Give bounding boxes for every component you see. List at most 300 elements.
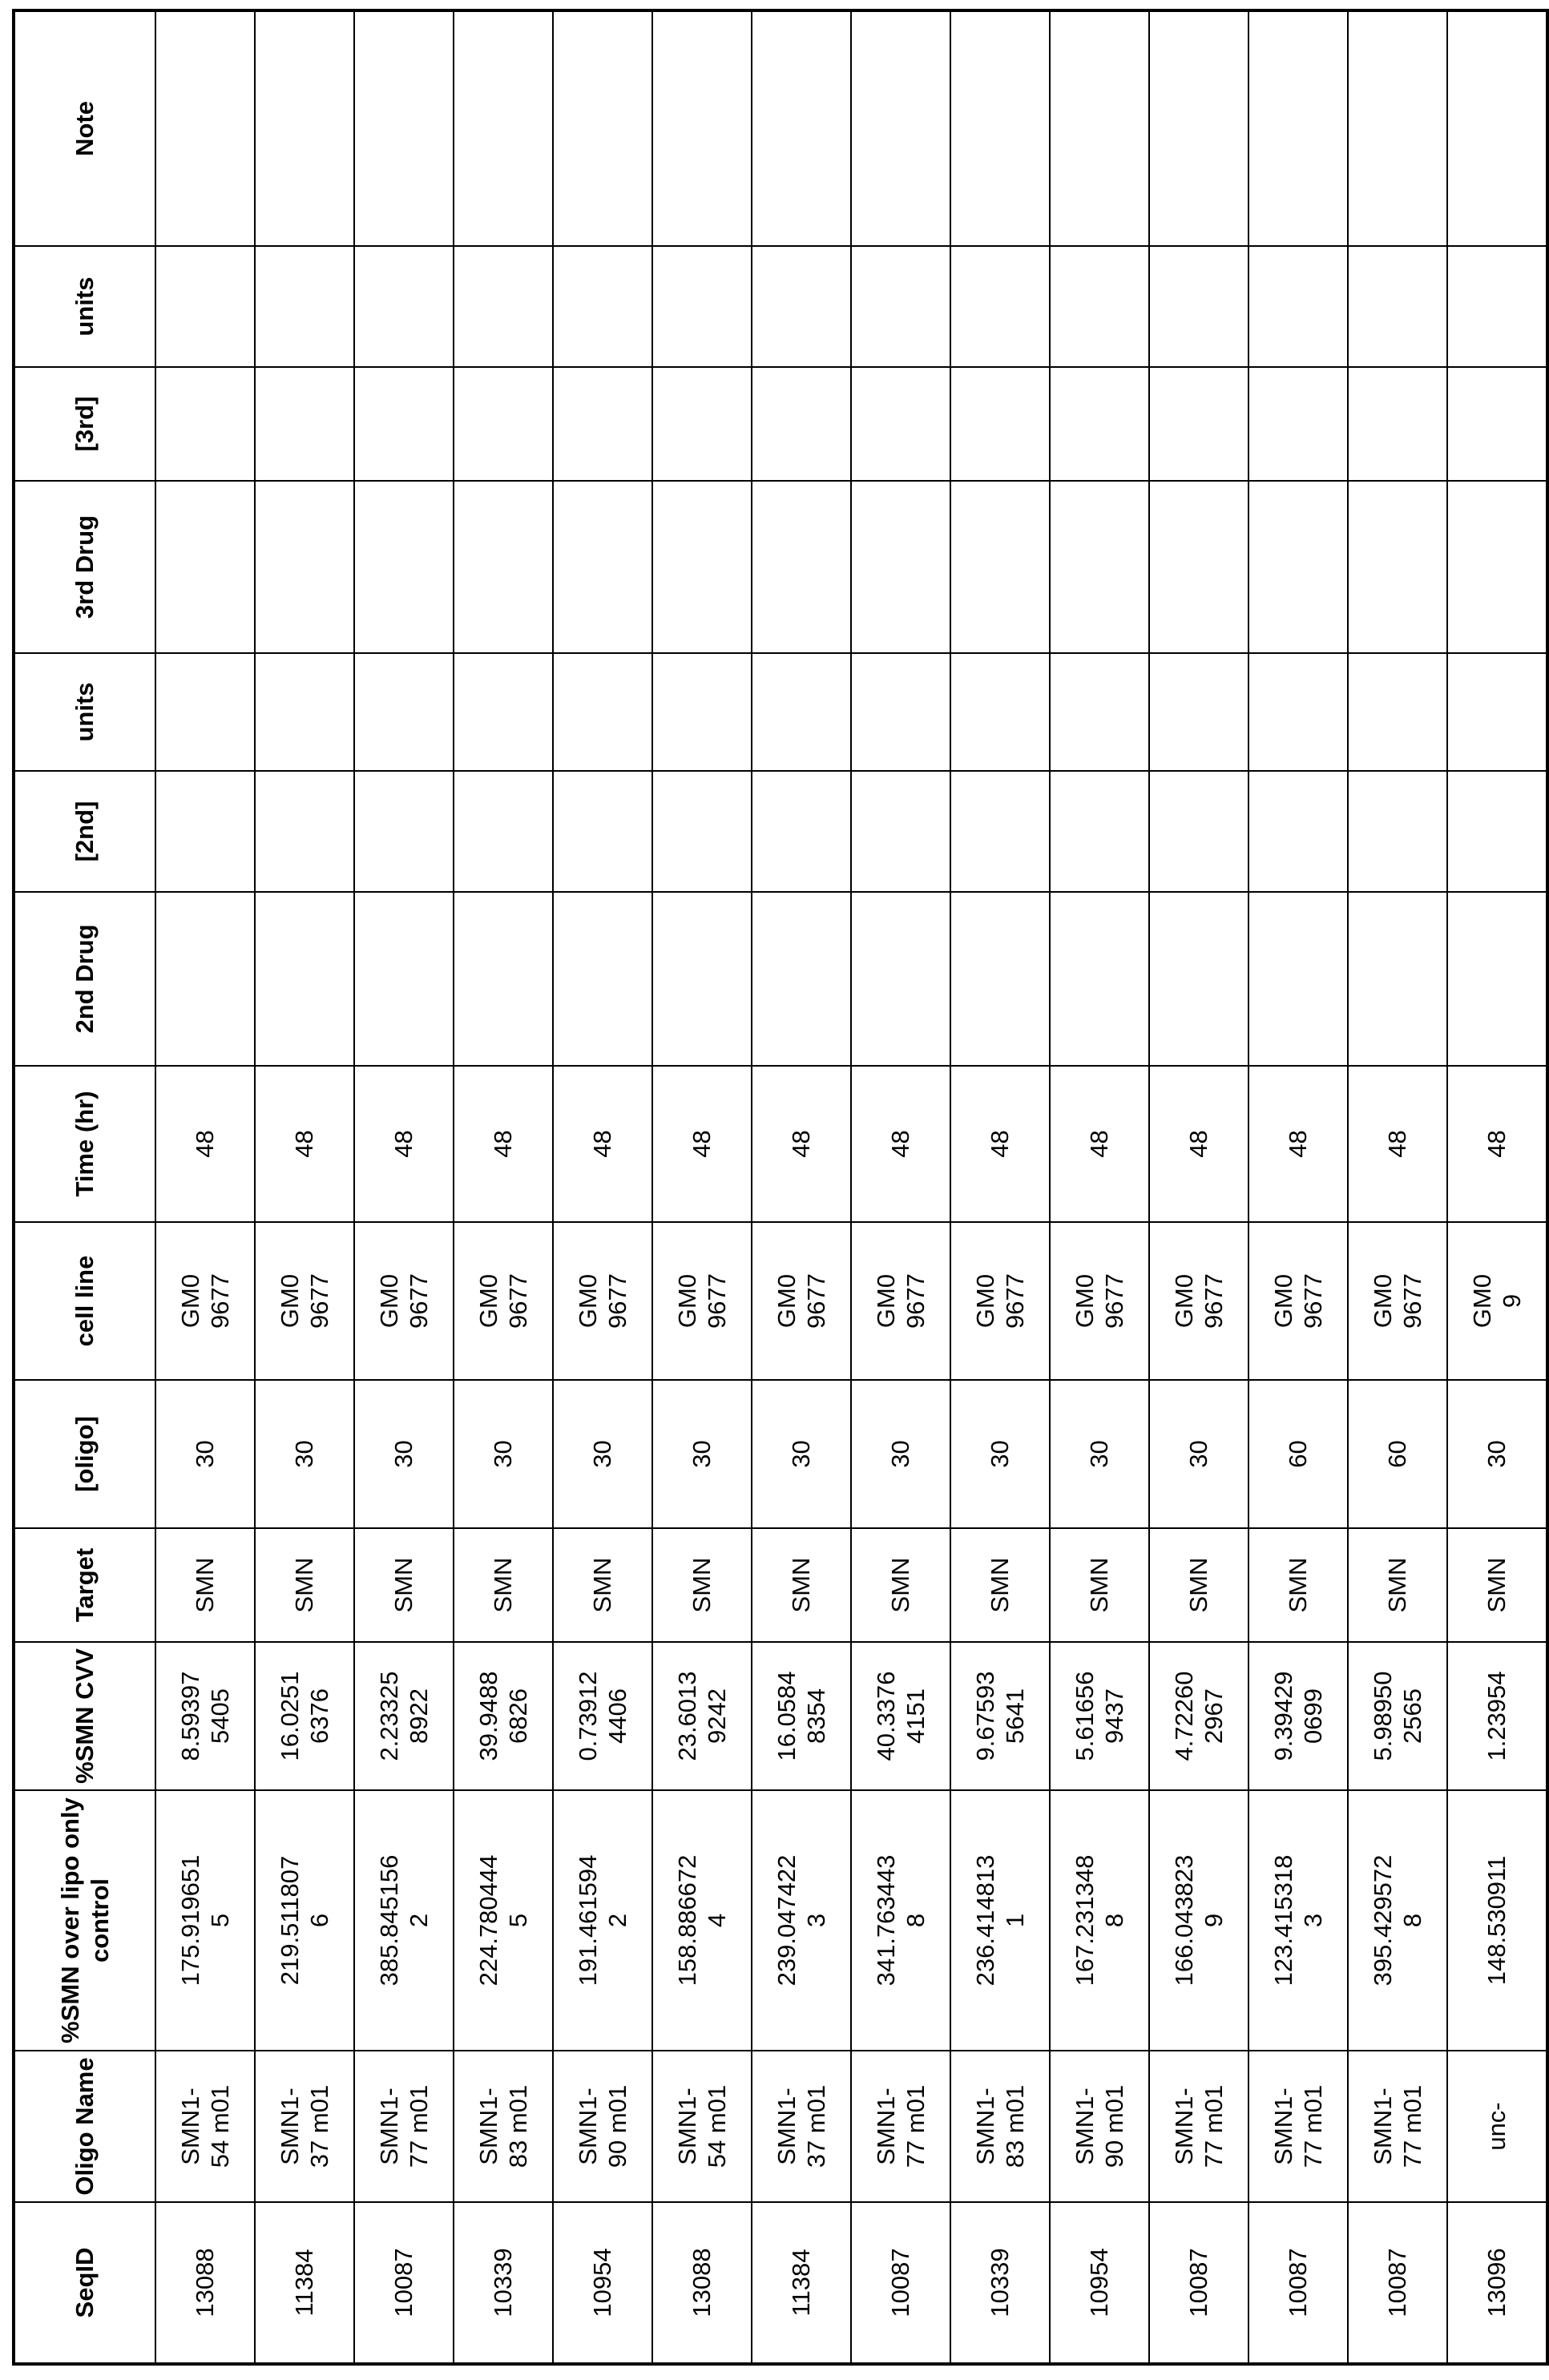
table-cell: [752, 10, 851, 246]
cell-text: 48: [389, 1130, 418, 1157]
table-cell: [255, 481, 354, 653]
table-cell: [1248, 771, 1348, 892]
table-cell: [1447, 892, 1547, 1066]
table-cell: [155, 2051, 255, 2202]
table-row: [1149, 10, 1248, 2364]
table-cell: [553, 10, 652, 246]
cell-text: 30: [190, 1440, 220, 1467]
cell-text: GM09: [1467, 1271, 1527, 1330]
table-cell: [255, 1790, 354, 2051]
cell-text: 10954: [587, 2241, 617, 2324]
table-cell: [553, 367, 652, 481]
table-cell: [752, 653, 851, 771]
table-cell: [752, 367, 851, 481]
cell-text: SMN1-90 m01: [1070, 2084, 1129, 2169]
table-cell: [354, 367, 454, 481]
table-cell: [1348, 481, 1447, 653]
table-cell: [1447, 10, 1547, 246]
cell-text: SMN1-77 m01: [1368, 2084, 1427, 2169]
table-cell: [255, 367, 354, 481]
cell-text: 385.8451562: [374, 1850, 434, 1991]
table-cell: [1348, 367, 1447, 481]
table-cell: [851, 653, 950, 771]
table-cell: [851, 1380, 950, 1528]
table-cell: [950, 10, 1050, 246]
table-cell: [1149, 2202, 1248, 2364]
cell-text: 60: [1382, 1440, 1412, 1467]
table-cell: [354, 481, 454, 653]
table-cell: [1348, 2051, 1447, 2202]
table-cell: [1447, 1642, 1547, 1790]
table-cell: [354, 246, 454, 367]
column-header: SeqID: [14, 2202, 155, 2364]
table-cell: [752, 2202, 851, 2364]
cell-text: 30: [289, 1440, 319, 1467]
table-cell: [454, 2202, 553, 2364]
cell-text: 60: [1283, 1440, 1313, 1467]
table-cell: [454, 2051, 553, 2202]
table-cell: [1348, 10, 1447, 246]
cell-text: 30: [1084, 1440, 1114, 1467]
cell-text: SMN: [587, 1558, 617, 1613]
cell-text: SMN: [1382, 1558, 1412, 1613]
table-cell: [1050, 653, 1149, 771]
cell-text: 236.4148131: [970, 1850, 1030, 1991]
table-cell: [1248, 1790, 1348, 2051]
table-cell: [652, 481, 752, 653]
table-cell: [752, 1528, 851, 1642]
table-cell: [155, 481, 255, 653]
table-cell: [1248, 367, 1348, 481]
table-cell: [454, 1222, 553, 1380]
table-cell: [1348, 1642, 1447, 1790]
cell-text: SMN: [786, 1558, 816, 1613]
table-cell: [553, 1642, 652, 1790]
column-header: [3rd]: [14, 367, 155, 481]
cell-text: 166.0438239: [1169, 1850, 1228, 1991]
cell-text: 48: [190, 1130, 220, 1157]
table-cell: [155, 1642, 255, 1790]
table-cell: [155, 10, 255, 246]
cell-text: SMN1-77 m01: [1169, 2084, 1228, 2169]
cell-text: 48: [1382, 1130, 1412, 1157]
table-row: [255, 10, 354, 2364]
cell-text: SMN: [1084, 1558, 1114, 1613]
table-cell: [1348, 892, 1447, 1066]
cell-text: 13088: [190, 2241, 220, 2324]
table-cell: [255, 1642, 354, 1790]
table-cell: [255, 1528, 354, 1642]
table-cell: [950, 246, 1050, 367]
table-cell: [752, 771, 851, 892]
table-cell: [652, 2202, 752, 2364]
cell-text: 10954: [1084, 2241, 1114, 2324]
cell-text: 23.60139242: [672, 1666, 732, 1767]
table-cell: [1248, 2202, 1348, 2364]
cell-text: 224.7804445: [474, 1850, 533, 1991]
results-table: [12, 9, 1549, 2366]
table-cell: [1050, 481, 1149, 653]
table-cell: [155, 246, 255, 367]
cell-text: 10087: [1184, 2241, 1213, 2324]
table-cell: [454, 653, 553, 771]
table-cell: [1248, 246, 1348, 367]
table-cell: [454, 1528, 553, 1642]
table-cell: [851, 2202, 950, 2364]
table-cell: [851, 246, 950, 367]
table-cell: [454, 10, 553, 246]
table-cell: [1248, 481, 1348, 653]
cell-text: 30: [587, 1440, 617, 1467]
cell-text: SMN: [885, 1558, 915, 1613]
table-row: [1348, 10, 1447, 2364]
column-header: units: [14, 653, 155, 771]
table-row: [1447, 10, 1547, 2364]
table-cell: [1447, 1790, 1547, 2051]
table-cell: [652, 1380, 752, 1528]
cell-text: GM09677: [672, 1271, 732, 1330]
table-cell: [1348, 771, 1447, 892]
table-cell: [652, 367, 752, 481]
table-cell: [1050, 1528, 1149, 1642]
table-cell: [553, 1380, 652, 1528]
table-cell: [1149, 1528, 1248, 1642]
cell-text: 11384: [786, 2241, 816, 2324]
cell-text: 30: [488, 1440, 518, 1467]
cell-text: 10087: [885, 2241, 915, 2324]
table-cell: [255, 2051, 354, 2202]
table-cell: [1447, 481, 1547, 653]
table-cell: [255, 10, 354, 246]
column-header: 3rd Drug: [14, 481, 155, 653]
cell-text: 13088: [687, 2241, 716, 2324]
cell-text: GM09677: [1269, 1271, 1328, 1330]
column-header: Target: [14, 1528, 155, 1642]
table-cell: [950, 2051, 1050, 2202]
cell-text: SMN1-54 m01: [175, 2084, 235, 2169]
table-cell: [652, 771, 752, 892]
table-cell: [1050, 771, 1149, 892]
table-row: [1050, 10, 1149, 2364]
cell-text: 10087: [1382, 2241, 1412, 2324]
cell-text: 48: [1283, 1130, 1313, 1157]
table-cell: [652, 1528, 752, 1642]
cell-text: 10339: [985, 2241, 1015, 2324]
table-cell: [1050, 10, 1149, 246]
cell-text: SMN: [1283, 1558, 1313, 1613]
table-cell: [1447, 246, 1547, 367]
cell-text: SMN1-54 m01: [672, 2084, 732, 2169]
table-cell: [553, 2051, 652, 2202]
table-cell: [752, 481, 851, 653]
cell-text: 8.593975405: [175, 1666, 235, 1767]
cell-text: 191.4615942: [573, 1850, 632, 1991]
cell-text: GM09677: [175, 1271, 235, 1330]
table-cell: [752, 1222, 851, 1380]
table-cell: [1050, 1380, 1149, 1528]
table-cell: [950, 1066, 1050, 1222]
table-cell: [354, 1222, 454, 1380]
cell-text: 1.23954: [1482, 1666, 1511, 1767]
table-row: [652, 10, 752, 2364]
table-cell: [652, 892, 752, 1066]
table-cell: [553, 481, 652, 653]
table-cell: [950, 1642, 1050, 1790]
cell-text: SMN1-83 m01: [474, 2084, 533, 2169]
table-cell: [354, 2202, 454, 2364]
cell-text: SMN: [687, 1558, 716, 1613]
table-cell: [752, 2051, 851, 2202]
table-cell: [652, 653, 752, 771]
table-row: [1248, 10, 1348, 2364]
cell-text: 48: [488, 1130, 518, 1157]
cell-text: SMN: [289, 1558, 319, 1613]
table-cell: [454, 246, 553, 367]
cell-text: 167.2313488: [1070, 1850, 1129, 1991]
cell-text: 10087: [389, 2241, 418, 2324]
cell-text: 5.616569437: [1070, 1666, 1129, 1767]
table-cell: [553, 771, 652, 892]
cell-text: 30: [389, 1440, 418, 1467]
cell-text: 239.0474223: [772, 1850, 831, 1991]
table-cell: [1348, 1528, 1447, 1642]
table-cell: [1447, 1222, 1547, 1380]
table-cell: [454, 481, 553, 653]
table-cell: [1348, 1066, 1447, 1222]
cell-text: 30: [885, 1440, 915, 1467]
table-row: [553, 10, 652, 2364]
table-cell: [454, 771, 553, 892]
table-cell: [652, 1066, 752, 1222]
table-cell: [950, 1380, 1050, 1528]
cell-text: GM09677: [970, 1271, 1030, 1330]
table-cell: [1348, 246, 1447, 367]
cell-text: GM09677: [573, 1271, 632, 1330]
table-cell: [1248, 10, 1348, 246]
table-cell: [1050, 246, 1149, 367]
table-cell: [1248, 2051, 1348, 2202]
cell-text: 395.4295728: [1368, 1850, 1427, 1991]
table-cell: [1149, 246, 1248, 367]
cell-text: SMN1-77 m01: [374, 2084, 434, 2169]
table-cell: [454, 892, 553, 1066]
table-cell: [851, 1222, 950, 1380]
table-cell: [354, 653, 454, 771]
cell-text: 11384: [289, 2241, 319, 2324]
cell-text: 48: [289, 1130, 319, 1157]
table-cell: [1149, 2051, 1248, 2202]
table-cell: [354, 892, 454, 1066]
cell-text: SMN: [488, 1558, 518, 1613]
table-cell: [1447, 771, 1547, 892]
table-cell: [851, 1528, 950, 1642]
cell-text: GM09677: [772, 1271, 831, 1330]
table-cell: [652, 1790, 752, 2051]
table-cell: [454, 1790, 553, 2051]
table-cell: [1348, 653, 1447, 771]
cell-text: 48: [1184, 1130, 1213, 1157]
table-cell: [553, 1222, 652, 1380]
table-cell: [752, 246, 851, 367]
cell-text: 4.722602967: [1169, 1666, 1228, 1767]
cell-text: 48: [1084, 1130, 1114, 1157]
table-cell: [1248, 1528, 1348, 1642]
table-cell: [155, 1066, 255, 1222]
cell-text: SMN: [389, 1558, 418, 1613]
cell-text: SMN1-37 m01: [275, 2084, 334, 2169]
cell-text: SMN1-77 m01: [1269, 2084, 1328, 2169]
table-cell: [1050, 367, 1149, 481]
table-cell: [155, 892, 255, 1066]
table-cell: [255, 1066, 354, 1222]
table-cell: [155, 1380, 255, 1528]
table-cell: [1248, 1222, 1348, 1380]
table-cell: [752, 892, 851, 1066]
table-cell: [454, 1642, 553, 1790]
table-cell: [354, 1380, 454, 1528]
table-cell: [1248, 1380, 1348, 1528]
table-cell: [752, 1642, 851, 1790]
table-cell: [851, 771, 950, 892]
cell-text: unc-: [1482, 2084, 1511, 2169]
table-cell: [1447, 1066, 1547, 1222]
cell-text: 341.7634438: [871, 1850, 930, 1991]
table-cell: [752, 1066, 851, 1222]
cell-text: 16.05848354: [772, 1666, 831, 1767]
table-cell: [1348, 1222, 1447, 1380]
table-cell: [1050, 892, 1149, 1066]
table-cell: [1149, 1380, 1248, 1528]
table-cell: [1050, 2051, 1149, 2202]
table-cell: [1149, 1642, 1248, 1790]
cell-text: 30: [687, 1440, 716, 1467]
table-cell: [652, 246, 752, 367]
table-cell: [1149, 1066, 1248, 1222]
cell-text: SMN: [190, 1558, 220, 1613]
table-row: [454, 10, 553, 2364]
table-row: [752, 10, 851, 2364]
cell-text: 10339: [488, 2241, 518, 2324]
table-cell: [1149, 771, 1248, 892]
table-cell: [454, 1380, 553, 1528]
cell-text: 48: [786, 1130, 816, 1157]
table-cell: [155, 1528, 255, 1642]
table-cell: [752, 1790, 851, 2051]
table-cell: [1447, 367, 1547, 481]
table-cell: [1248, 1642, 1348, 1790]
table-cell: [553, 653, 652, 771]
table-cell: [950, 892, 1050, 1066]
table-cell: [1149, 367, 1248, 481]
table-cell: [1149, 892, 1248, 1066]
cell-text: 5.989502565: [1368, 1666, 1427, 1767]
cell-text: 9.675935641: [970, 1666, 1030, 1767]
cell-text: SMN1-90 m01: [573, 2084, 632, 2169]
cell-text: 13096: [1482, 2241, 1511, 2324]
table-cell: [851, 1642, 950, 1790]
table-cell: [950, 367, 1050, 481]
header-row: [14, 10, 155, 2364]
table-cell: [155, 367, 255, 481]
table-cell: [652, 1642, 752, 1790]
table-cell: [255, 1380, 354, 1528]
table-cell: [652, 2051, 752, 2202]
cell-text: SMN: [1184, 1558, 1213, 1613]
table-cell: [1447, 2202, 1547, 2364]
table-cell: [1248, 892, 1348, 1066]
table-cell: [950, 1528, 1050, 1642]
table-cell: [1050, 1642, 1149, 1790]
cell-text: SMN1-37 m01: [772, 2084, 831, 2169]
table-cell: [255, 2202, 354, 2364]
column-header: 2nd Drug: [14, 892, 155, 1066]
table-cell: [851, 1790, 950, 2051]
table-cell: [1149, 10, 1248, 246]
cell-text: 9.394290699: [1269, 1666, 1328, 1767]
cell-text: 48: [985, 1130, 1015, 1157]
column-header: %SMN CVV: [14, 1642, 155, 1790]
cell-text: 30: [786, 1440, 816, 1467]
table-row: [851, 10, 950, 2364]
table-cell: [1348, 1380, 1447, 1528]
table-cell: [553, 1790, 652, 2051]
table-cell: [255, 771, 354, 892]
table-cell: [354, 1790, 454, 2051]
table-cell: [255, 246, 354, 367]
table-cell: [553, 1066, 652, 1222]
table-cell: [1348, 2202, 1447, 2364]
table-cell: [1248, 653, 1348, 771]
table-cell: [1447, 2051, 1547, 2202]
cell-text: SMN1-83 m01: [970, 2084, 1030, 2169]
table-cell: [851, 10, 950, 246]
table-cell: [155, 1790, 255, 2051]
cell-text: 48: [1482, 1130, 1511, 1157]
cell-text: 175.9196515: [175, 1850, 235, 1991]
table-cell: [950, 1790, 1050, 2051]
table-cell: [454, 367, 553, 481]
column-header: units: [14, 246, 155, 367]
rotated-table-page: [12, 12, 1497, 2366]
cell-text: SMN: [985, 1558, 1015, 1613]
cell-text: 219.5118076: [275, 1850, 334, 1991]
table-cell: [1248, 1066, 1348, 1222]
table-cell: [950, 771, 1050, 892]
table-cell: [354, 1528, 454, 1642]
table-cell: [354, 1642, 454, 1790]
cell-text: 148.530911: [1482, 1850, 1511, 1991]
cell-text: 0.739124406: [573, 1666, 632, 1767]
table-cell: [1050, 1066, 1149, 1222]
cell-text: 16.02516376: [275, 1666, 334, 1767]
cell-text: 30: [1482, 1440, 1511, 1467]
table-cell: [950, 481, 1050, 653]
table-row: [950, 10, 1050, 2364]
column-header: [oligo]: [14, 1380, 155, 1528]
table-cell: [752, 1380, 851, 1528]
table-cell: [553, 246, 652, 367]
column-header: %SMN over lipo only control: [14, 1790, 155, 2051]
table-cell: [851, 892, 950, 1066]
cell-text: 123.4153183: [1269, 1850, 1328, 1991]
table-cell: [454, 1066, 553, 1222]
cell-text: SMN: [1482, 1558, 1511, 1613]
table-cell: [255, 1222, 354, 1380]
cell-text: GM09677: [374, 1271, 434, 1330]
table-cell: [1149, 1222, 1248, 1380]
table-cell: [652, 10, 752, 246]
table-cell: [354, 1066, 454, 1222]
